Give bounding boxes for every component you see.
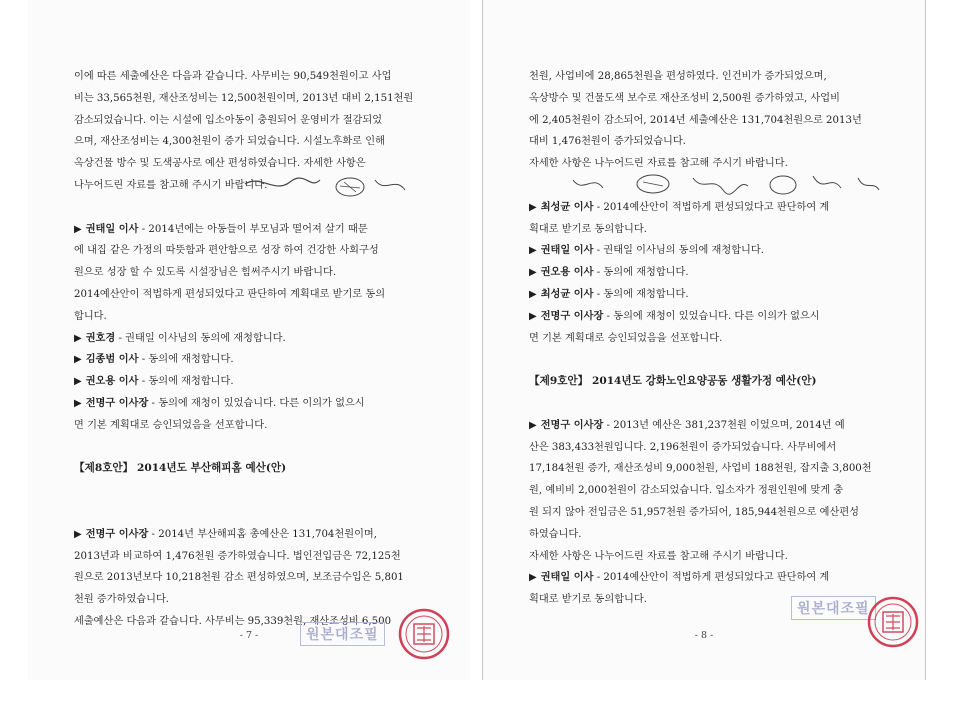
- page-number: - 8 -: [694, 630, 714, 641]
- paragraph-line: 옥상건물 방수 및 도색공사로 예산 편성하였습니다. 자세한 사항은: [74, 158, 366, 170]
- certified-copy-stamp: 원본대조필: [300, 622, 385, 646]
- paragraph-line: 산은 383,433천원입니다. 2,196천원이 증가되었습니다. 사무비에서: [529, 441, 837, 453]
- page-8-body: [529, 66, 909, 611]
- speaker-name: 권오용 이사: [540, 266, 594, 279]
- minutes-item: [529, 567, 909, 589]
- minutes-item: [74, 349, 454, 371]
- agenda-heading: 【제8호안】 2014년도 부산해피홈 예산(안): [74, 462, 287, 475]
- paragraph-line: 합니다.: [74, 310, 107, 322]
- triangle-bullet-icon: ▶: [529, 267, 537, 279]
- triangle-bullet-icon: ▶: [74, 332, 82, 344]
- triangle-bullet-icon: ▶: [74, 223, 82, 235]
- signature-marks: [240, 172, 410, 202]
- paragraph-line: 감소되었습니다. 이는 시설에 입소아동이 충원되어 운영비가 절감되었: [74, 114, 383, 126]
- paragraph-line: 에 내집 같은 가정의 따뜻함과 편안함으로 성장 하여 건강한 사회구성: [74, 245, 379, 257]
- speaker-name: 권오용 이사: [85, 375, 139, 388]
- statement-text: - 동의에 재청합니다.: [596, 288, 689, 300]
- paragraph-line: 원 되지 않아 전입금은 51,957천원 증가되어, 185,944천원으로 예산편성: [529, 506, 860, 518]
- speaker-name: 전명구 이사장: [85, 527, 149, 540]
- signature-marks: [563, 170, 883, 200]
- statement-text: - 2014예산안이 적법하게 편성되었다고 판단하여 계: [596, 201, 830, 213]
- paragraph-line: 원으로 2013년보다 10,218천원 감소 편성하였으며, 보조금수입은 5,801: [74, 572, 404, 584]
- triangle-bullet-icon: ▶: [529, 419, 537, 431]
- triangle-bullet-icon: ▶: [529, 245, 537, 257]
- statement-text: - 동의에 재청합니다.: [141, 354, 234, 366]
- triangle-bullet-icon: ▶: [74, 528, 82, 540]
- paragraph-line: 원으로 성장 할 수 있도록 시설장님은 힘써주시기 바랍니다.: [74, 267, 337, 279]
- minutes-item: [74, 328, 454, 350]
- paragraph-line: 천원, 사업비에 28,865천원을 편성하였다. 인건비가 증가되었으며,: [529, 71, 827, 82]
- page-number: - 7 -: [239, 630, 259, 641]
- agenda-heading: 【제9호안】 2014년도 강화노인요양공동 생활가정 예산(안): [529, 375, 817, 388]
- statement-text: - 2014년에는 아동들이 부모님과 떨어져 살기 때문: [141, 223, 368, 235]
- page-7-body: [74, 66, 454, 633]
- minutes-item: [74, 371, 454, 393]
- paragraph-line: 자세한 사항은 나누어드린 자료를 참고해 주시기 바랍니다.: [529, 550, 788, 562]
- paragraph-line: 면 기본 계획대로 승인되었음을 선포합니다.: [529, 332, 723, 344]
- minutes-item: [74, 219, 454, 241]
- statement-text: - 동의에 재청이 있었습니다. 다른 이의가 없으시: [151, 397, 365, 409]
- speaker-name: 전명구 이사장: [540, 418, 604, 431]
- certified-copy-stamp: 원본대조필: [791, 596, 876, 620]
- paragraph-line: 면 기본 계획대로 승인되었음을 선포합니다.: [74, 419, 268, 431]
- speaker-name: 최성균 이사: [540, 287, 594, 300]
- statement-text: - 권태일 이사님의 동의에 재청합니다.: [596, 245, 764, 257]
- triangle-bullet-icon: ▶: [529, 288, 537, 300]
- triangle-bullet-icon: ▶: [529, 572, 537, 584]
- statement-text: - 2013년 예산은 381,237천원 이었으며, 2014년 예: [606, 419, 845, 431]
- speaker-name: 권태일 이사: [85, 222, 139, 235]
- minutes-item: [529, 262, 909, 284]
- minutes-item: [529, 284, 909, 306]
- paragraph-line: 17,184천원 증가, 재산조성비 9,000천원, 사업비 188천원, 잡지출 3,800천: [529, 463, 872, 475]
- minutes-item: [529, 240, 909, 262]
- paragraph-line: 대비 1,476천원이 증가되었습니다.: [529, 136, 686, 148]
- triangle-bullet-icon: ▶: [74, 397, 82, 409]
- minutes-item: [74, 393, 454, 415]
- paragraph-line: 획대로 받기로 동의합니다.: [529, 594, 647, 606]
- statement-text: - 동의에 재청합니다.: [141, 376, 234, 388]
- paragraph-line: 2014예산안이 적법하게 편성되었다고 판단하여 계획대로 받기로 동의: [74, 288, 386, 300]
- paragraph-line: 하였습니다.: [529, 528, 582, 540]
- statement-text: - 권태일 이사님의 동의에 재청합니다.: [118, 332, 286, 344]
- paragraph-line: 세출예산은 다음과 같습니다. 사무비는 95,339천원, 재산조성비 6,500: [74, 615, 392, 627]
- paragraph-line: 천원 증가하였습니다.: [74, 594, 170, 606]
- statement-text: - 2014예산안이 적법하게 편성되었다고 판단하여 계: [596, 572, 830, 584]
- paragraph-line: 획대로 받기로 동의합니다.: [529, 223, 647, 235]
- speaker-name: 권태일 이사: [540, 571, 594, 584]
- speaker-name: 전명구 이사장: [85, 396, 149, 409]
- triangle-bullet-icon: ▶: [74, 376, 82, 388]
- minutes-item: [529, 306, 909, 328]
- statement-text: - 동의에 재청합니다.: [596, 267, 689, 279]
- paragraph-line: 나누어드린 자료를 참고해 주시기 바랍니다.: [74, 179, 268, 191]
- document-page-8: [482, 0, 926, 680]
- minutes-item: [529, 415, 909, 437]
- paragraph-line: 원, 예비비 2,000천원이 감소되었습니다. 입소자가 정원인원에 맞게 충: [529, 485, 844, 497]
- speaker-name: 김종범 이사: [85, 353, 139, 366]
- speaker-name: 권호경: [85, 331, 116, 344]
- triangle-bullet-icon: ▶: [74, 354, 82, 366]
- paragraph-line: 으며, 재산조성비는 4,300천원이 증가 되었습니다. 시설노후화로 인해: [74, 136, 385, 148]
- paragraph-line: 옥상방수 및 건물도색 보수로 재산조성비 2,500원 증가하였고, 사업비: [529, 92, 840, 104]
- paragraph-line: 2013년과 비교하여 1,476천원 증가하였습니다. 법인전입금은 72,125천: [74, 550, 401, 562]
- speaker-name: 권태일 이사: [540, 244, 594, 257]
- document-page-7: [28, 0, 471, 680]
- paragraph-line: 이에 따른 세출예산은 다음과 같습니다. 사무비는 90,549천원이고 사업: [74, 71, 392, 82]
- triangle-bullet-icon: ▶: [529, 201, 537, 213]
- official-seal-icon: [867, 596, 919, 648]
- statement-text: - 2014년 부산해피홈 총예산은 131,704천원이며,: [151, 528, 378, 540]
- official-seal-icon: [398, 608, 450, 660]
- triangle-bullet-icon: ▶: [529, 310, 537, 322]
- minutes-item: [529, 197, 909, 219]
- speaker-name: 최성균 이사: [540, 200, 594, 213]
- statement-text: - 동의에 재청이 있었습니다. 다른 이의가 없으시: [606, 310, 820, 322]
- paragraph-line: 비는 33,565천원, 재산조성비는 12,500천원이며, 2013년 대비 2,151천원: [74, 92, 414, 104]
- page-gutter: [470, 0, 482, 720]
- speaker-name: 전명구 이사장: [540, 309, 604, 322]
- paragraph-line: 자세한 사항은 나누어드린 자료를 참고해 주시기 바랍니다.: [529, 158, 788, 170]
- minutes-item: [74, 524, 454, 546]
- paragraph-line: 에 2,405천원이 감소되어, 2014년 세출예산은 131,704천원으로 2013년: [529, 114, 862, 126]
